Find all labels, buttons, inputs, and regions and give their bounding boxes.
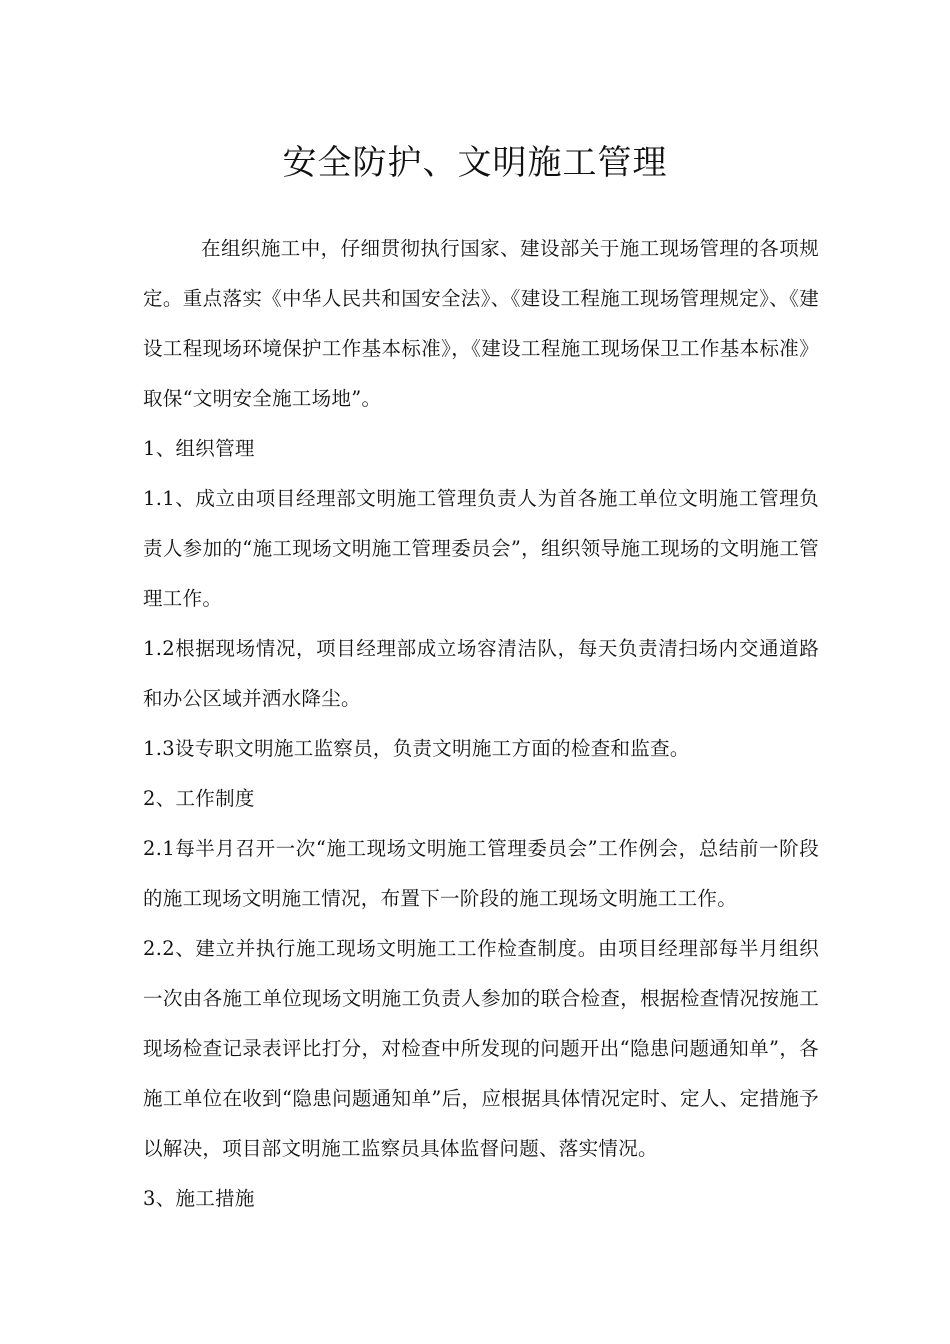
- section-heading-organization: 1、组织管理: [143, 437, 255, 460]
- section-heading-work-system: 2、工作制度: [143, 787, 255, 810]
- intro-paragraph: 在组织施工中，仔细贯彻执行国家、建设部关于施工现场管理的各项规定。重点落实《中华人民共和国安全法》、《建设工程施工现场管理规定》、《建设工程现场环境保护工作基本标准》，《建设工程施工现场保卫工作基本标准》取保“文明安全施工场地”。: [143, 237, 819, 410]
- paragraph-1-1: 1.1、成立由项目经理部文明施工管理负责人为首各施工单位文明施工管理负责人参加的“施工现场文明施工管理委员会”，组织领导施工现场的文明施工管理工作。: [143, 487, 819, 610]
- document-title: 安全防护、文明施工管理: [282, 143, 668, 183]
- paragraph-2-1: 2.1每半月召开一次“施工现场文明施工管理委员会”工作例会，总结前一阶段的施工现场文明施工情况，布置下一阶段的施工现场文明施工工作。: [143, 837, 819, 910]
- paragraph-2-2: 2.2、建立并执行施工现场文明施工工作检查制度。由项目经理部每半月组织一次由各施工单位现场文明施工负责人参加的联合检查，根据检查情况按施工现场检查记录表评比打分，对检查中所发现的问题开出“隐患问题通知单”，各施工单位在收到“隐患问题通知单”后，应根据具体情况定时、定人、定措施予以解决，项目部文明施工监察员具体监督问题、落实情况。: [143, 937, 819, 1160]
- paragraph-1-3: 1.3设专职文明施工监察员，负责文明施工方面的检查和监查。: [143, 737, 690, 760]
- document-body: [143, 224, 819, 1224]
- section-heading-construction-measures: 3、施工措施: [143, 1187, 255, 1210]
- paragraph-1-2: 1.2根据现场情况，项目经理部成立场容清洁队，每天负责清扫场内交通道路和办公区域并洒水降尘。: [143, 637, 819, 710]
